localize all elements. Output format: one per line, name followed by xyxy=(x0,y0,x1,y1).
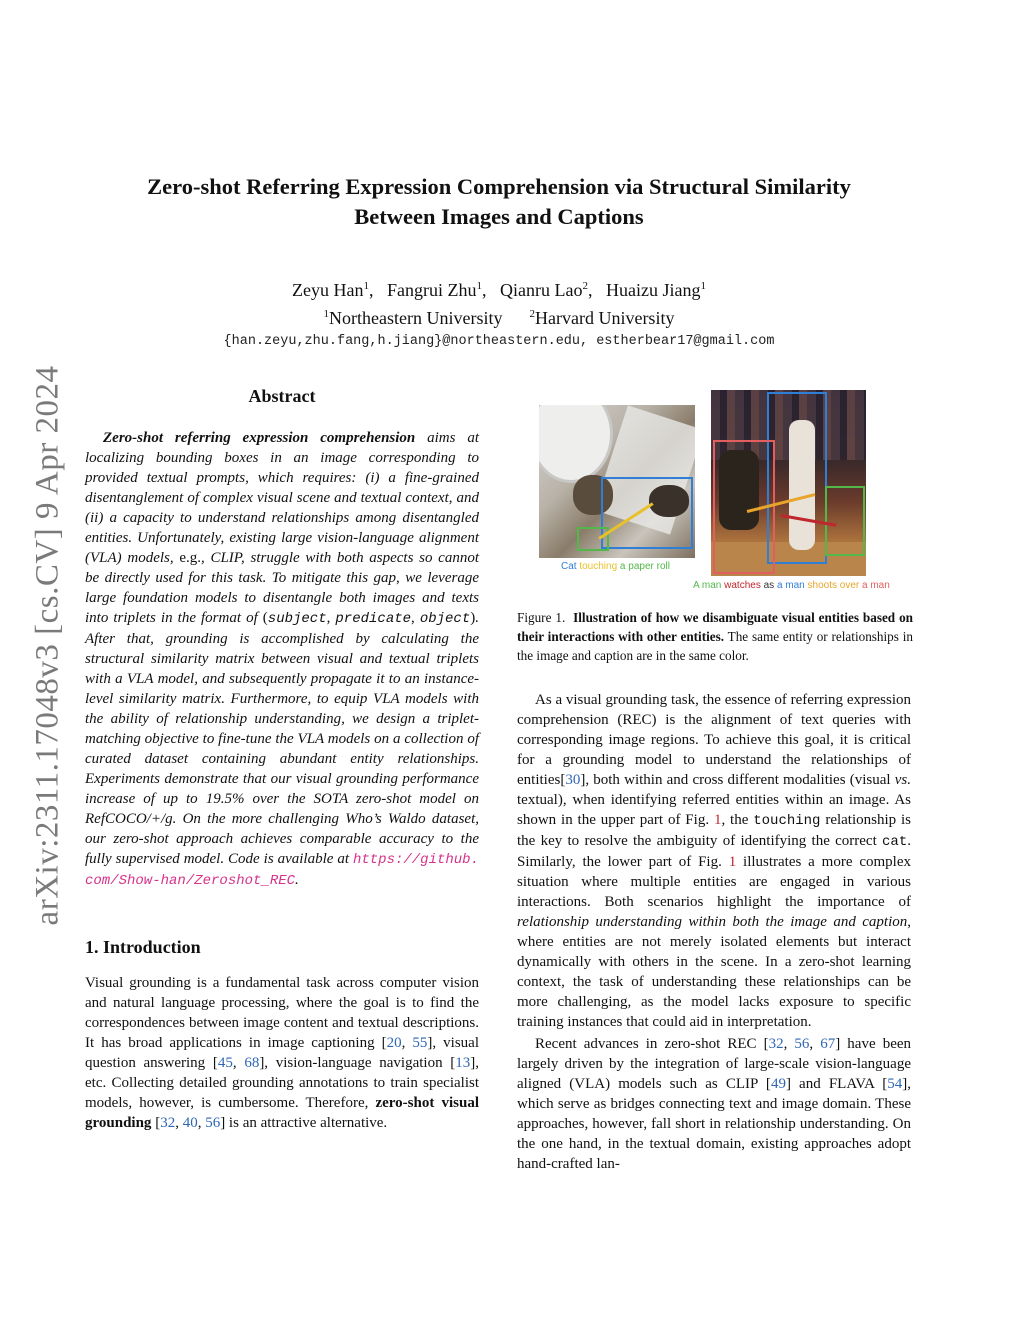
affiliation-number: 2 xyxy=(529,308,535,320)
caption-segment: Cat xyxy=(561,561,577,572)
body-text: , the xyxy=(721,812,754,828)
introduction-paragraph: Visual grounding is a fundamental task across computer vision and natural language processing, where the goal is to find the correspondences between image content and textual descriptions. It has broad applications in image captioning [20, 55], visual question answering [45, 68], vision-language navigation [13], etc. Collecting detailed grounding annotations to train specialist models, however, is cumbersome. Therefore, zero-shot visual grounding [32, 40, 56] is an attractive alternative. xyxy=(85,975,480,1131)
basketball-image-caption xyxy=(693,580,890,591)
italic-phrase: relationship understanding within both the image and caption xyxy=(517,914,908,930)
body-paragraph: Recent advances in zero-shot REC [32, 56, 67] have been largely driven by the integration of large-scale vision-language aligned (VLA) models such as CLIP [49] and FLAVA [54], which serve as bridges connecting text and image domain. These approaches, however, fall short in relationship understanding. On the one hand, in the textual domain, existing approaches adopt hand-crafted lan- xyxy=(517,1036,912,1172)
triplet-comma: , xyxy=(411,610,420,626)
citation-link[interactable]: 55 xyxy=(412,1035,428,1051)
abstract-text: , CLIP, struggle with both aspects so cannot be directly used for this task. To mitigate this gap, we leverage large foundation models to disentangle both images and texts into triplets in the format of xyxy=(85,550,480,626)
affiliation-name: Northeastern University xyxy=(329,308,503,328)
triplet-object: object xyxy=(419,611,471,627)
author-emails: {han.zeyu,zhu.fang,h.jiang}@northeastern.edu, estherbear17@gmail.com xyxy=(223,334,775,349)
abstract-lead-term: Zero-shot referring expression comprehension xyxy=(103,430,416,446)
intro-text: ], visual question answering [ xyxy=(85,1035,480,1071)
triplet-subject: subject xyxy=(267,611,327,627)
caption-segment: a man xyxy=(859,580,890,591)
watcher-bounding-box xyxy=(825,486,865,556)
author-affiliation-mark: 1 xyxy=(476,280,483,292)
figure-reference-link[interactable]: 1 xyxy=(713,812,722,828)
paper-roll-bounding-box xyxy=(577,527,609,551)
abstract-text: . After that, grounding is accomplished by calculating the structural similarity matrix between visual and textual triplets with a VLA model, and subsequently propagate it to an instance-level similarity matrix. Furthermore, to equip VLA models with the ability of relationship understanding, we design a triplet-matching objective to fine-tune the VLA models on a collection of curated dataset containing abundant entity relationships. Experiments demonstrate that our visual grounding performance increase of up to 19.5% over the SOTA zero-shot model on RefCOCO/+/g. On the more challenging Who’s Waldo dataset, our zero-shot approach achieves comparable accuracy to the fully supervised model. Code is available at xyxy=(85,610,479,867)
citation-link[interactable]: 67 xyxy=(820,1036,836,1052)
caption-segment: as xyxy=(760,580,775,591)
author-affiliation-mark: 1 xyxy=(700,280,706,292)
figure-caption xyxy=(517,608,913,665)
abstract-eg: e.g. xyxy=(179,550,201,566)
right-column xyxy=(517,690,911,1174)
code-term-touching: touching xyxy=(753,813,821,829)
citation-link[interactable]: 13 xyxy=(455,1055,471,1071)
abstract-body xyxy=(85,428,479,891)
author-name: Fangrui Zhu xyxy=(387,280,477,300)
author-list: Zeyu Han$^1$, Fangrui Zhu$^1$, Qianru Lao$^2$, Huaizu Jiang$^1$ xyxy=(292,280,706,300)
author-name: Huaizu Jiang xyxy=(605,280,701,300)
citation-link[interactable]: 49 xyxy=(770,1076,786,1092)
abstract-heading: Abstract xyxy=(248,386,316,406)
abstract-end: . xyxy=(295,872,299,888)
cat-bounding-box xyxy=(601,477,693,549)
title-line-2: Between Images and Captions xyxy=(354,204,644,229)
intro-text: ] is an attractive alternative. xyxy=(220,1115,388,1131)
caption-segment: touching xyxy=(576,561,618,572)
figure-reference-link[interactable]: 1 xyxy=(728,854,737,870)
citation-link[interactable]: 32 xyxy=(768,1036,784,1052)
author-name: Zeyu Han xyxy=(292,280,364,300)
intro-text: [ xyxy=(151,1115,161,1131)
caption-segment: a man xyxy=(774,580,805,591)
citation-link[interactable]: 40 xyxy=(182,1115,198,1131)
toilet-shape xyxy=(539,405,613,483)
triplet-comma: , xyxy=(326,610,336,626)
caption-segment: watches xyxy=(721,580,761,591)
body-text: , where entities are not merely isolated elements but interact dynamically with others in the scene. In a zero-shot learning context, the task of understanding these relationships can be more challenging, as the model lacks exposure to specific training instances that could aid in interpretation. xyxy=(517,914,911,1030)
body-text: ], which serve as bridges connecting text and image domain. These approaches, however, fall short in relationship understanding. On the one hand, in the textual domain, existing approaches adopt hand-crafted lan- xyxy=(517,1076,911,1172)
italic-vs: vs. xyxy=(894,772,911,788)
citation-link[interactable]: 56 xyxy=(794,1036,810,1052)
code-url-link[interactable]: https://github.com/Show-han/Zeroshot_REC xyxy=(85,852,479,889)
figure-label: Figure 1. xyxy=(517,610,566,625)
body-text: ] and FLAVA [ xyxy=(785,1076,888,1092)
body-paragraph xyxy=(517,690,911,1032)
citation-link[interactable]: 54 xyxy=(887,1076,903,1092)
cat-image-caption xyxy=(561,561,670,572)
triplet-paren: ) xyxy=(470,610,476,626)
citation-link[interactable]: 32 xyxy=(160,1115,176,1131)
body-text: As a visual grounding task, the essence of referring expression comprehension (REC) is the alignment of text queries with corresponding image regions. To achieve this goal, it is critical for a grounding model to understand the relationships of entities[ xyxy=(517,692,911,788)
paper-title xyxy=(84,172,914,232)
bold-term: zero-shot visual grounding xyxy=(85,1095,479,1131)
citation-link[interactable]: 30 xyxy=(565,772,581,788)
body-text: relationship is the key to resolve the ambiguity of identifying the correct xyxy=(517,812,912,849)
author-name: Qianru Lao xyxy=(500,280,583,300)
caption-segment: a paper roll xyxy=(617,561,670,572)
intro-text: Visual grounding is a fundamental task across computer vision and natural language processing, where the goal is to find the correspondences between image content and textual descriptions. It has broad applications in image captioning [ xyxy=(85,975,479,1051)
arxiv-side-stamp xyxy=(20,360,76,930)
figure-caption-bold: Illustration of how we disambiguate visual entities based on their interactions with other entities. xyxy=(517,610,913,644)
intro-text: ], vision-language navigation [ xyxy=(259,1055,456,1071)
affiliation-number: 1 xyxy=(323,308,330,320)
cat-example-image xyxy=(539,405,695,558)
triplet-paren: ( xyxy=(262,610,268,626)
abstract-text: aims at localizing bounding boxes in an image corresponding to provided textual prompts, which requires: (i) a fine-grained disentanglement of complex visual scene and textual context, and (ii) a capacity to understand relationships among disentangled entities. Unfortunately, existing large vision-language alignment (VLA) models, xyxy=(85,430,479,566)
introduction-heading: 1. Introduction xyxy=(85,937,201,957)
citation-link[interactable]: 68 xyxy=(244,1055,260,1071)
author-affiliation-mark: 1 xyxy=(363,280,370,292)
body-text: Recent advances in zero-shot REC [ xyxy=(535,1036,769,1052)
citation-link[interactable]: 20 xyxy=(386,1035,402,1051)
affiliation-list xyxy=(84,302,914,330)
intro-text: ], etc. Collecting detailed grounding annotations to train specialist models, however, is cumbersome. Therefore, xyxy=(85,1055,479,1111)
citation-link[interactable]: 56 xyxy=(205,1115,221,1131)
shooter-bounding-box xyxy=(767,392,827,564)
citation-link[interactable]: 45 xyxy=(217,1055,233,1071)
arxiv-id-text: arXiv:2311.17048v3 [cs.CV] 9 Apr 2024 xyxy=(29,365,66,925)
body-text: textual), when identifying referred entities within an image. As shown in the upper part of Fig. xyxy=(517,792,911,828)
affiliation-name: Harvard University xyxy=(534,308,675,328)
left-column xyxy=(85,386,479,1133)
author-affiliation-mark: 2 xyxy=(582,280,588,292)
title-block xyxy=(84,172,914,349)
body-text: . Similarly, the lower part of Fig. xyxy=(517,833,911,870)
body-text: ], both within and cross different modalities (visual xyxy=(580,772,895,788)
basketball-example-image xyxy=(711,390,866,576)
caption-segment: A man xyxy=(693,580,722,591)
caption-segment: shoots over xyxy=(804,580,860,591)
body-text: illustrates a more complex situation where multiple entities are engaged in various interactions. Both scenarios highlight the importance of xyxy=(517,854,911,910)
title-line-1: Zero-shot Referring Expression Comprehension via Structural Similarity xyxy=(147,174,851,199)
body-text: ] have been largely driven by the integration of large-scale vision-language aligned (VLA) models such as CLIP [ xyxy=(517,1036,912,1092)
figure-caption-rest: The same entity or relationships in the image and caption are in the same color. xyxy=(517,629,913,663)
code-term-cat: cat xyxy=(882,834,908,850)
triplet-predicate: predicate xyxy=(335,611,412,627)
